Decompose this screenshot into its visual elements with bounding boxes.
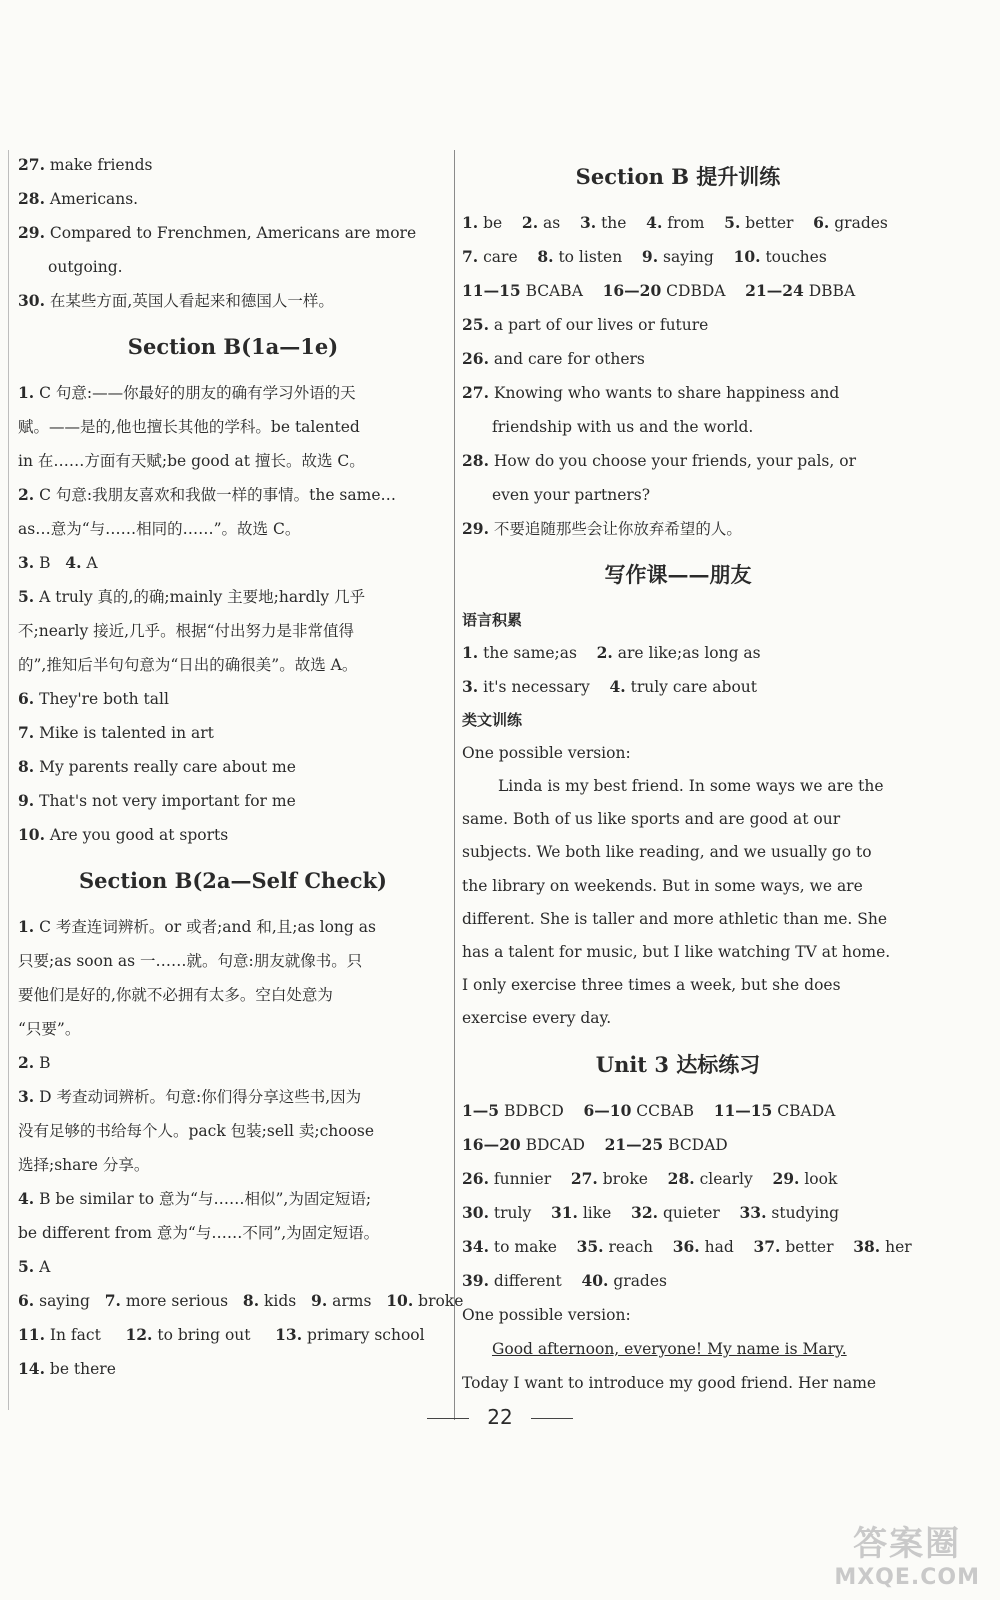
answer-number: 3.	[462, 677, 479, 696]
answer-text: grades	[829, 214, 888, 232]
page-number-dash-right	[531, 1418, 573, 1419]
answer-number: 9.	[311, 1291, 328, 1310]
answer-text: That's not very important for me	[34, 792, 296, 810]
answer-text: to make	[488, 1237, 577, 1256]
answer-text: the same;as	[478, 644, 597, 662]
answer-number: 30.	[462, 1202, 489, 1222]
answer-number: 33.	[739, 1202, 767, 1222]
answer-row	[462, 274, 894, 308]
answer-number: 40.	[581, 1270, 609, 1290]
answer-text: BCDAD	[663, 1135, 728, 1154]
left-margin-rule	[8, 150, 9, 1410]
answer-number: 6—10	[583, 1100, 632, 1120]
text-line: 不;nearly 接近,几乎。根据“付出努力是非常值得	[18, 622, 355, 640]
answer-text: kids	[259, 1292, 312, 1310]
answer-number: 32.	[631, 1202, 659, 1222]
answer-number: 14.	[18, 1359, 45, 1378]
answer-number: 10.	[18, 825, 45, 844]
section-heading: Section B(1a—1e)	[127, 334, 339, 359]
answer-text: saying	[658, 248, 734, 266]
answer-text: broke	[413, 1292, 464, 1310]
section-heading: Section B 提升训练	[575, 164, 781, 189]
answer-number: 11.	[18, 1325, 45, 1344]
answer-text: the	[596, 214, 647, 232]
answer-line	[462, 342, 894, 376]
answer-number: 11—15	[462, 281, 521, 300]
answer-row	[462, 636, 894, 670]
answer-text: A truly 真的,的确;mainly 主要地;hardly 几乎	[34, 588, 366, 606]
answer-number: 1—5	[462, 1100, 500, 1120]
text-line: in 在……方面有天赋;be good at 擅长。故选 C。	[18, 452, 365, 470]
answer-number: 3.	[18, 553, 35, 572]
answer-text: Knowing who wants to share happiness and	[488, 384, 840, 402]
answer-text: look	[799, 1169, 838, 1188]
answer-text: are like;as long as	[612, 644, 761, 662]
answer-number: 31.	[550, 1202, 578, 1222]
answer-number: 3.	[579, 213, 597, 232]
answer-number: 5.	[18, 587, 35, 606]
answer-text: be	[478, 214, 522, 232]
answer-text: B	[34, 554, 66, 572]
answer-number: 28.	[462, 451, 489, 470]
left-column	[18, 148, 464, 1386]
answer-number: 7.	[462, 247, 479, 266]
answer-text: her	[880, 1237, 912, 1256]
answer-row	[18, 546, 448, 580]
answer-number: 30.	[18, 291, 45, 310]
right-column	[462, 148, 912, 1400]
answer-number: 35.	[576, 1236, 604, 1256]
answer-row	[462, 1230, 912, 1264]
answer-number: 10.	[386, 1291, 414, 1310]
text-line: be different from 意为“与……不同”,为固定短语。	[18, 1224, 380, 1242]
essay-paragraph: Linda is my best friend. In some ways we are the same. Both of us like sports and are good at our subjects. We both like reading, and we usually go to the library on weekends. But in some ways, we are different. She is taller and more athletic than me. She has a talent for music, but I like watching TV at home. I only exercise three times a week, but she does exercise every day.	[462, 777, 891, 1028]
answer-number: 38.	[853, 1236, 881, 1256]
answer-line	[18, 716, 448, 750]
answer-number: 7.	[18, 723, 35, 742]
answer-row	[462, 1196, 894, 1230]
answer-text: clearly	[694, 1169, 773, 1188]
answer-text: funnier	[488, 1169, 571, 1188]
answer-number: 1.	[18, 917, 35, 936]
answer-number: 11—15	[713, 1100, 773, 1120]
answer-number: 27.	[462, 383, 489, 402]
answer-number: 8.	[537, 247, 554, 266]
watermark-url: MXQE.COM	[834, 1565, 980, 1590]
answer-number: 10.	[733, 247, 761, 266]
answer-continuation: outgoing.	[48, 258, 123, 276]
answer-number: 28.	[667, 1168, 695, 1188]
answer-text: 在某些方面,英国人看起来和德国人一样。	[44, 292, 334, 310]
answer-text: more serious	[120, 1292, 243, 1310]
answer-number: 21—24	[745, 281, 804, 300]
watermark-logo-text: 答案圈	[853, 1524, 962, 1564]
answer-continuation: even your partners?	[492, 486, 651, 504]
answer-number: 37.	[753, 1236, 781, 1256]
answer-number: 3.	[18, 1087, 35, 1106]
answer-number: 36.	[672, 1236, 700, 1256]
answer-text: CDBDA	[661, 282, 746, 300]
answer-text: A	[34, 1258, 51, 1276]
answer-line	[462, 512, 894, 546]
answer-text: care	[478, 248, 538, 266]
answer-text: saying	[34, 1292, 105, 1310]
answer-line	[18, 284, 448, 318]
answer-text: C 考查连词辨析。or 或者;and 和,且;as long as	[34, 918, 376, 936]
answer-line	[462, 376, 894, 410]
text-line: Today I want to introduce my good friend. Her name	[462, 1373, 877, 1392]
text-line: as…意为“与……相同的……”。故选 C。	[18, 520, 301, 538]
essay-opening-line	[462, 1332, 894, 1366]
page-number-dash-left	[427, 1418, 469, 1419]
text-line: 只要;as soon as 一……就。句意:朋友就像书。只	[18, 952, 363, 970]
answer-number: 29.	[462, 519, 489, 538]
answer-number: 34.	[462, 1236, 489, 1256]
answer-number: 6.	[18, 689, 35, 708]
text-line: One possible version:	[462, 744, 631, 762]
answer-text: to listen	[553, 248, 642, 266]
answer-text: studying	[766, 1203, 840, 1222]
answer-line	[18, 750, 448, 784]
answer-row	[462, 1264, 894, 1298]
answer-text: Compared to Frenchmen, Americans are more	[44, 224, 417, 242]
answer-line	[18, 376, 448, 410]
answer-number: 8.	[18, 757, 35, 776]
page-number-text: 22	[487, 1405, 513, 1429]
answer-number: 6.	[18, 1291, 35, 1310]
answer-text: truly care about	[625, 678, 757, 696]
answer-line	[462, 308, 894, 342]
answer-text: C 句意:——你最好的朋友的确有学习外语的天	[34, 384, 356, 402]
answer-line	[18, 182, 448, 216]
answer-text: B be similar to 意为“与……相似”,为固定短语;	[34, 1190, 372, 1208]
answer-number: 27.	[570, 1168, 598, 1188]
answer-line	[18, 216, 448, 250]
answer-number: 26.	[462, 1168, 489, 1188]
section-heading: Section B(2a—Self Check)	[79, 868, 387, 893]
answer-text: CCBAB	[631, 1101, 714, 1120]
column-divider	[454, 150, 455, 1420]
subsection-heading: 类文训练	[462, 711, 523, 729]
answer-text: from	[662, 214, 725, 232]
answer-line	[18, 1080, 448, 1114]
answer-text: D 考查动词辨析。句意:你们得分享这些书,因为	[34, 1088, 362, 1106]
answer-number: 6.	[813, 213, 830, 232]
answer-number: 9.	[641, 247, 659, 266]
text-line: 的”,推知后半句句意为“日出的确很美”。故选 A。	[18, 656, 358, 674]
answer-line	[18, 1182, 448, 1216]
answer-text: In fact	[44, 1326, 126, 1344]
answer-number: 4.	[609, 677, 626, 696]
answer-number: 8.	[242, 1291, 260, 1310]
answer-number: 2.	[521, 213, 539, 232]
answer-number: 13.	[275, 1325, 303, 1344]
answer-number: 12.	[125, 1325, 153, 1344]
answer-text: truly	[488, 1203, 551, 1222]
answer-number: 1.	[462, 213, 479, 232]
answer-number: 39.	[462, 1270, 489, 1290]
answer-line	[18, 1046, 448, 1080]
subsection-heading: 语言积累	[462, 611, 523, 629]
answer-number: 16—20	[462, 1134, 521, 1154]
answer-text: touches	[760, 248, 827, 266]
answer-text: BDCAD	[520, 1135, 605, 1154]
answer-text: like	[577, 1203, 632, 1222]
answer-number: 2.	[596, 643, 613, 662]
answer-line	[18, 478, 448, 512]
answer-row	[462, 1094, 894, 1128]
answer-row	[462, 670, 894, 704]
answer-text: better	[780, 1237, 854, 1256]
answer-text: different	[488, 1271, 582, 1290]
answer-text: primary school	[302, 1326, 425, 1344]
answer-line	[18, 910, 448, 944]
answer-line	[18, 818, 448, 852]
answer-number: 25.	[462, 315, 489, 334]
answer-number: 21—25	[604, 1134, 664, 1154]
watermark	[834, 1516, 980, 1590]
answer-text: quieter	[658, 1203, 740, 1222]
answer-line	[18, 148, 448, 182]
answer-number: 2.	[18, 485, 35, 504]
answer-line	[18, 682, 448, 716]
answer-row	[462, 240, 894, 274]
answer-line	[18, 1352, 448, 1386]
answer-row	[462, 1128, 894, 1162]
answer-text: be there	[44, 1360, 116, 1378]
answer-text: B	[34, 1054, 51, 1072]
answer-number: 1.	[462, 643, 479, 662]
answer-line	[18, 1250, 448, 1284]
answer-text: arms	[327, 1292, 387, 1310]
text-line: 没有足够的书给每个人。pack 包装;sell 卖;choose	[18, 1122, 375, 1140]
answer-text: grades	[608, 1271, 667, 1290]
answer-text: My parents really care about me	[34, 758, 296, 776]
answer-number: 28.	[18, 189, 45, 208]
answer-text: They're both tall	[34, 690, 169, 708]
underlined-sentence: Good afternoon, everyone! My name is Mary.	[492, 1339, 847, 1358]
answer-text: DBBA	[803, 282, 856, 300]
text-line: 赋。——是的,他也擅长其他的学科。be talented	[18, 418, 360, 436]
answer-number: 9.	[18, 791, 35, 810]
answer-number: 4.	[646, 213, 663, 232]
section-heading: 写作课——朋友	[604, 562, 752, 587]
answer-text: C 句意:我朋友喜欢和我做一样的事情。the same…	[34, 486, 397, 504]
answer-number: 5.	[724, 213, 741, 232]
answer-continuation: friendship with us and the world.	[492, 418, 754, 436]
answer-text: had	[699, 1237, 754, 1256]
text-line: 要他们是好的,你就不必拥有太多。空白处意为	[18, 986, 333, 1004]
answer-text: and care for others	[488, 350, 645, 368]
answer-row	[18, 1284, 464, 1318]
answer-text: it's necessary	[478, 678, 610, 696]
answer-text: BCABA	[520, 282, 603, 300]
answer-number: 16—20	[602, 281, 662, 300]
answer-number: 26.	[462, 349, 489, 368]
section-heading: Unit 3 达标练习	[595, 1051, 761, 1077]
answer-line	[462, 444, 894, 478]
answer-row	[462, 206, 894, 240]
answer-number: 29.	[772, 1168, 800, 1188]
answer-text: as	[538, 214, 580, 232]
answer-text: broke	[597, 1169, 668, 1188]
answer-number: 2.	[18, 1053, 35, 1072]
answer-row	[462, 1162, 894, 1196]
answer-text: Americans.	[44, 190, 139, 208]
answer-number: 27.	[18, 155, 45, 174]
answer-number: 4.	[65, 553, 82, 572]
text-line: One possible version:	[462, 1305, 631, 1324]
answer-text: to bring out	[152, 1326, 276, 1344]
answer-text: How do you choose your friends, your pals, or	[488, 452, 856, 470]
answer-text: reach	[603, 1237, 673, 1256]
answer-text: better	[740, 214, 814, 232]
answer-text: BDBCD	[499, 1101, 584, 1120]
answer-row	[18, 1318, 448, 1352]
page-number	[0, 1405, 1000, 1429]
answer-text: 不要追随那些会让你放弃希望的人。	[488, 520, 742, 538]
answer-line	[18, 580, 448, 614]
answer-line	[18, 784, 448, 818]
answer-number: 7.	[104, 1291, 121, 1310]
text-line: 选择;share 分享。	[18, 1156, 150, 1174]
answer-text: Are you good at sports	[44, 826, 229, 844]
answer-text: CBADA	[772, 1101, 836, 1120]
answer-number: 4.	[18, 1189, 35, 1208]
answer-text: A	[81, 554, 98, 572]
text-line: “只要”。	[18, 1020, 81, 1038]
answer-text: make friends	[44, 156, 153, 174]
answer-number: 5.	[18, 1257, 35, 1276]
answer-number: 29.	[18, 223, 45, 242]
answer-number: 1.	[18, 383, 35, 402]
answer-text: Mike is talented in art	[34, 724, 214, 742]
answer-text: a part of our lives or future	[488, 316, 709, 334]
